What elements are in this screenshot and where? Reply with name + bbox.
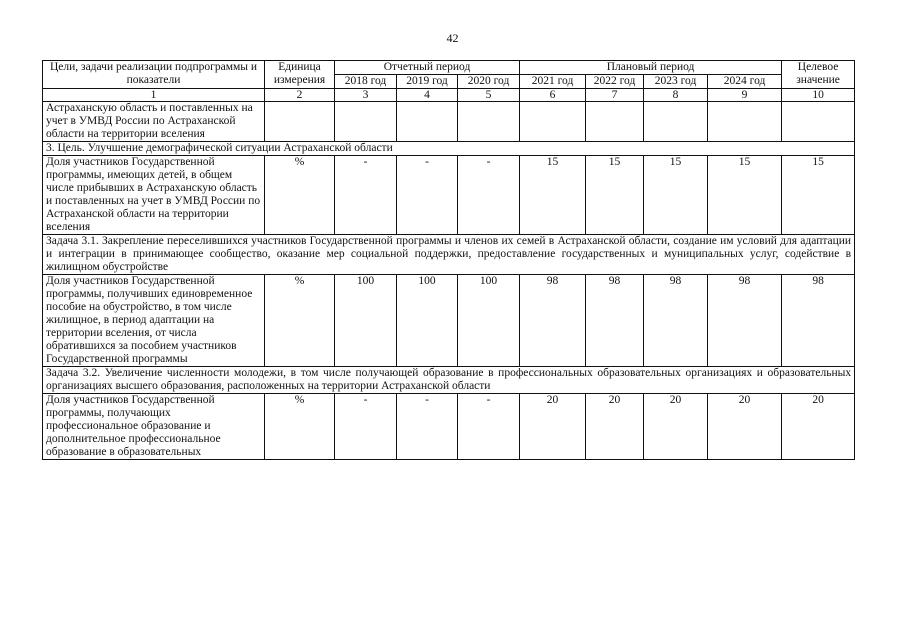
task-3-2: Задача 3.2. Увеличение численности молодежи, в том числе получающей образование в профессиональных образовательных организациях и образовательных организациях высшего образования, расположенных на территории Астраханской области — [43, 367, 855, 394]
column-number: 5 — [458, 89, 520, 102]
value-cell: - — [335, 156, 397, 235]
value-cell: 20 — [782, 394, 855, 460]
value-cell: - — [335, 394, 397, 460]
header-reporting-period: Отчетный период — [335, 61, 520, 75]
value-cell: 15 — [708, 156, 782, 235]
value-cell: 20 — [644, 394, 708, 460]
header-year: 2019 год — [397, 75, 458, 89]
header-planned-period: Плановый период — [520, 61, 782, 75]
header-row-top — [43, 61, 855, 75]
unit-cell: % — [265, 156, 335, 235]
column-number: 2 — [265, 89, 335, 102]
value-cell: 15 — [782, 156, 855, 235]
column-number: 10 — [782, 89, 855, 102]
value-cell: - — [458, 394, 520, 460]
table-cell — [520, 102, 586, 142]
header-target: Целевое значение — [782, 61, 855, 89]
indicator-label: Астраханскую область и поставленных на учет в УМВД России по Астраханской области на территории вселения — [43, 102, 265, 142]
table-cell — [708, 102, 782, 142]
column-number: 4 — [397, 89, 458, 102]
task-row — [43, 235, 855, 275]
indicators-table — [42, 60, 855, 460]
header-year: 2018 год — [335, 75, 397, 89]
goal-3: 3. Цель. Улучшение демографической ситуации Астраханской области — [43, 142, 855, 156]
task-row — [43, 367, 855, 394]
value-cell: 15 — [520, 156, 586, 235]
table-cell — [397, 102, 458, 142]
table-cell — [335, 102, 397, 142]
value-cell: - — [458, 156, 520, 235]
column-number: 1 — [43, 89, 265, 102]
header-year: 2020 год — [458, 75, 520, 89]
goal-row — [43, 142, 855, 156]
table-row — [43, 102, 855, 142]
value-cell: 98 — [644, 275, 708, 367]
value-cell: 20 — [520, 394, 586, 460]
table-row — [43, 275, 855, 367]
value-cell: 98 — [708, 275, 782, 367]
value-cell: 100 — [458, 275, 520, 367]
table-cell — [458, 102, 520, 142]
column-numbers-row — [43, 89, 855, 102]
column-number: 9 — [708, 89, 782, 102]
value-cell: 100 — [397, 275, 458, 367]
table-row — [43, 394, 855, 460]
table-row — [43, 156, 855, 235]
value-cell: - — [397, 394, 458, 460]
table-cell — [586, 102, 644, 142]
unit-cell: % — [265, 275, 335, 367]
table-cell — [265, 102, 335, 142]
indicator-label: Доля участников Государственной программы, получивших единовременное пособие на обустройство, в том числе жилищное, в период адаптации на территории вселения, от числа обратившихся за пособием участников Государственной программы — [43, 275, 265, 367]
indicator-label: Доля участников Государственной программы, получающих профессиональное образование и дополнительное профессиональное образование в образовательных — [43, 394, 265, 460]
value-cell: 100 — [335, 275, 397, 367]
header-goals: Цели, задачи реализации подпрограммы и показатели — [43, 61, 265, 89]
value-cell: 15 — [644, 156, 708, 235]
column-number: 6 — [520, 89, 586, 102]
value-cell: 20 — [586, 394, 644, 460]
header-year: 2024 год — [708, 75, 782, 89]
header-year: 2021 год — [520, 75, 586, 89]
value-cell: 98 — [782, 275, 855, 367]
header-unit: Единица измерения — [265, 61, 335, 89]
value-cell: 20 — [708, 394, 782, 460]
indicator-label: Доля участников Государственной программы, имеющих детей, в общем числе прибывших в Астраханскую область и поставленных на учет в УМВД России по Астраханской области на территории вселения — [43, 156, 265, 235]
header-year: 2023 год — [644, 75, 708, 89]
column-number: 7 — [586, 89, 644, 102]
value-cell: 98 — [520, 275, 586, 367]
page-number: 42 — [446, 31, 459, 45]
value-cell: - — [397, 156, 458, 235]
table-cell — [644, 102, 708, 142]
table-cell — [782, 102, 855, 142]
value-cell: 98 — [586, 275, 644, 367]
header-year: 2022 год — [586, 75, 644, 89]
task-3-1: Задача 3.1. Закрепление переселившихся участников Государственной программы и членов их семей в Астраханской области, создание им условий для адаптации и интеграции в принимающее сообщество, оказание мер социальной поддержки, предоставление государственных и муниципальных услуг, содействие в жилищном обустройстве — [43, 235, 855, 275]
column-number: 3 — [335, 89, 397, 102]
unit-cell: % — [265, 394, 335, 460]
value-cell: 15 — [586, 156, 644, 235]
column-number: 8 — [644, 89, 708, 102]
